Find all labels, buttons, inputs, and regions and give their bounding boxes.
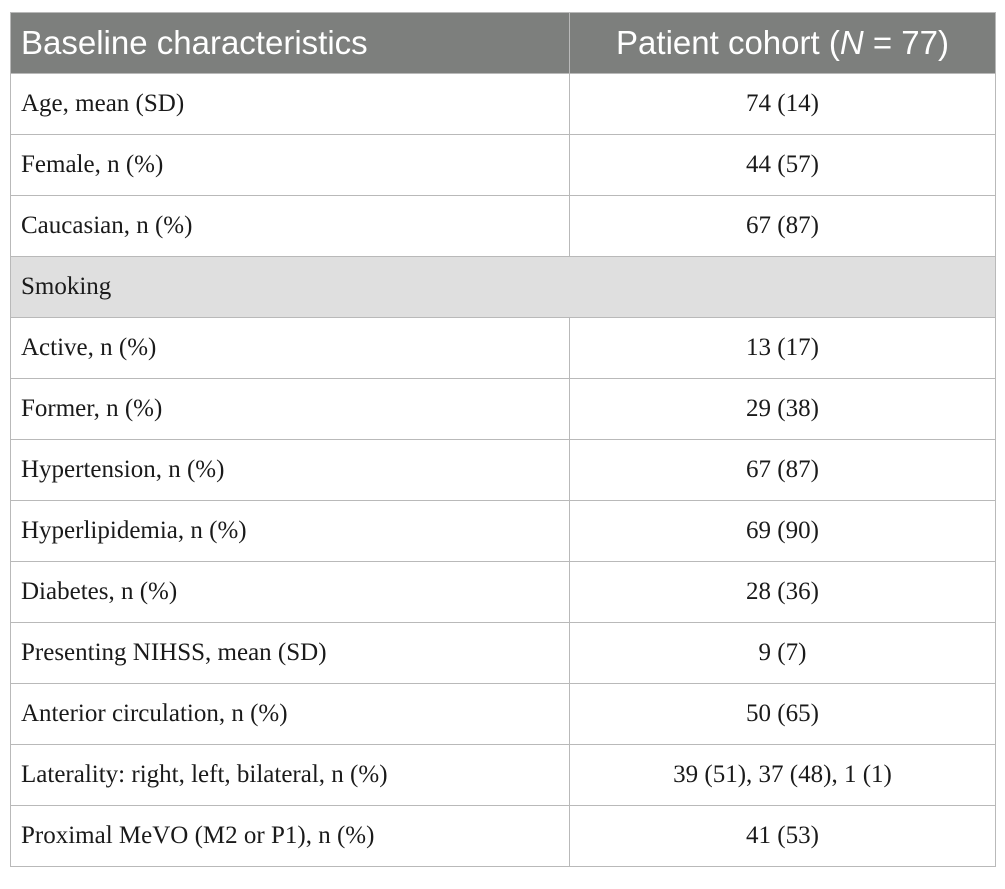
table-row (11, 196, 996, 257)
header-cohort-suffix: = 77) (863, 24, 949, 61)
section-row-smoking (11, 257, 996, 318)
table-row (11, 379, 996, 440)
header-cohort-n: N (839, 24, 864, 61)
row-value: 74 (14) (570, 74, 996, 135)
row-label: Presenting NIHSS, mean (SD) (11, 623, 570, 684)
table-row (11, 745, 996, 806)
row-label: Hypertension, n (%) (11, 440, 570, 501)
header-cohort-prefix: Patient cohort ( (616, 24, 840, 61)
row-label: Former, n (%) (11, 379, 570, 440)
row-label: Hyperlipidemia, n (%) (11, 501, 570, 562)
header-baseline-characteristics: Baseline characteristics (11, 13, 570, 74)
row-value: 41 (53) (570, 806, 996, 867)
row-label: Diabetes, n (%) (11, 562, 570, 623)
table-row (11, 684, 996, 745)
table-row (11, 623, 996, 684)
row-value: 44 (57) (570, 135, 996, 196)
table-row (11, 501, 996, 562)
row-value: 69 (90) (570, 501, 996, 562)
section-label: Smoking (11, 257, 996, 318)
row-value: 29 (38) (570, 379, 996, 440)
row-label: Caucasian, n (%) (11, 196, 570, 257)
row-label: Proximal MeVO (M2 or P1), n (%) (11, 806, 570, 867)
table-row (11, 806, 996, 867)
row-value: 28 (36) (570, 562, 996, 623)
table-row (11, 440, 996, 501)
row-label: Laterality: right, left, bilateral, n (%) (11, 745, 570, 806)
table-row (11, 562, 996, 623)
table-row (11, 135, 996, 196)
row-label: Anterior circulation, n (%) (11, 684, 570, 745)
row-value: 67 (87) (570, 196, 996, 257)
row-value: 39 (51), 37 (48), 1 (1) (570, 745, 996, 806)
row-value: 67 (87) (570, 440, 996, 501)
table-row (11, 74, 996, 135)
row-value: 9 (7) (570, 623, 996, 684)
header-row (11, 13, 996, 74)
baseline-characteristics-table (10, 12, 996, 867)
row-label: Female, n (%) (11, 135, 570, 196)
table-row (11, 318, 996, 379)
row-label: Active, n (%) (11, 318, 570, 379)
row-value: 50 (65) (570, 684, 996, 745)
header-patient-cohort (570, 13, 996, 74)
row-value: 13 (17) (570, 318, 996, 379)
row-label: Age, mean (SD) (11, 74, 570, 135)
